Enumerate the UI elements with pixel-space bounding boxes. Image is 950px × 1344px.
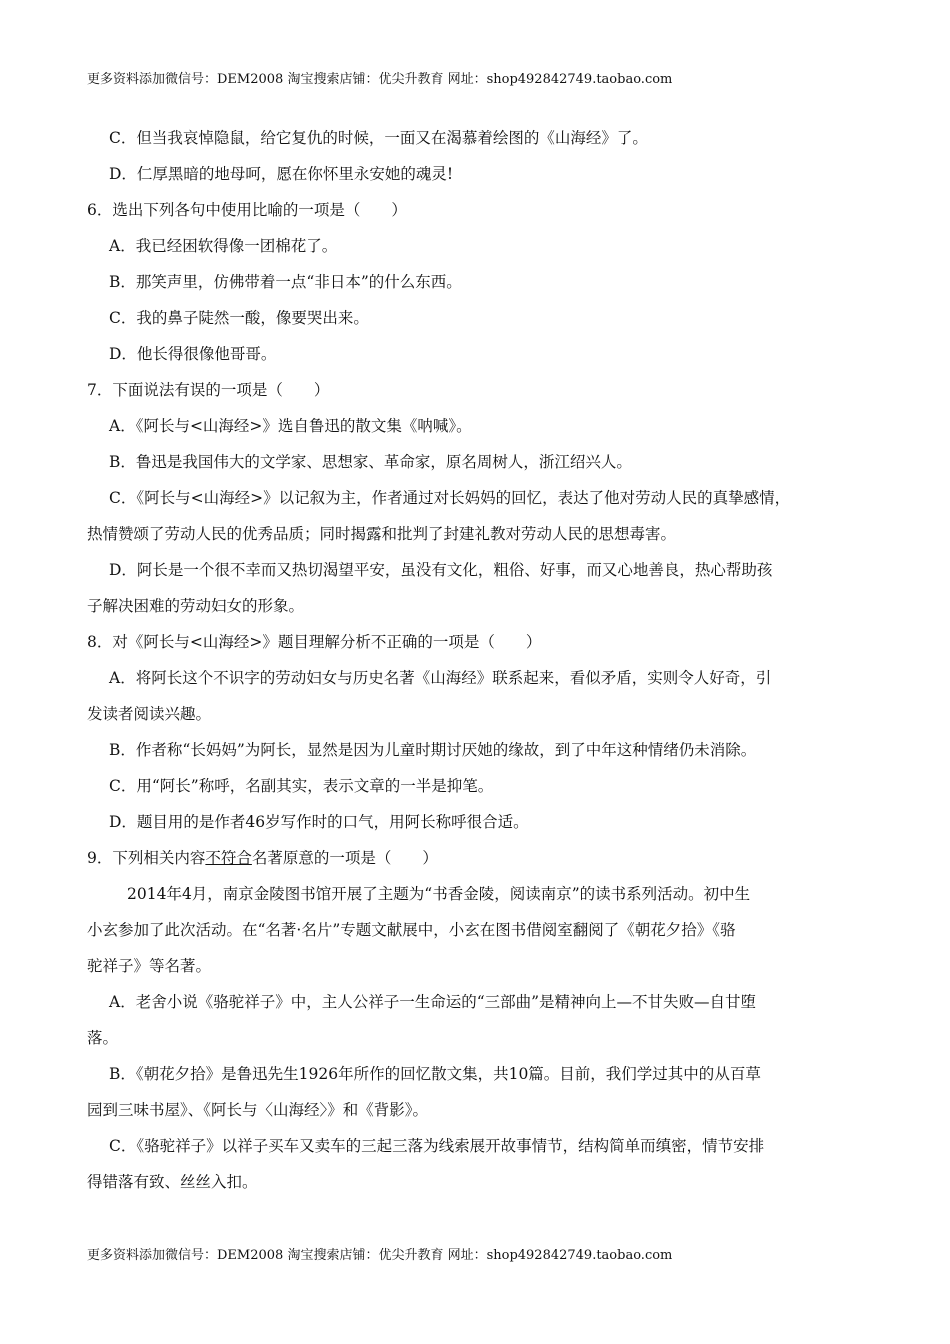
q9-stem-post: 名著原意的一项是（ ） (251, 849, 438, 867)
q9-option-b-line1: B．《朝花夕拾》是鲁迅先生1926年所作的回忆散文集，共10篇。目前，我们学过其中的从百草 (109, 1065, 761, 1083)
q7-option-d-line1: D．阿长是一个很不幸而又热切渴望平安，虽没有文化，粗俗、好事，而又心地善良，热心帮助孩 (109, 561, 773, 579)
page-footer: 更多资料添加微信号：DEM2008 淘宝搜索店铺：优尖升教育 网址：shop492842749.taobao.com (87, 1248, 673, 1263)
q7-option-a: A．《阿长与<山海经>》选自鲁迅的散文集《呐喊》。 (109, 417, 472, 435)
q9-option-b-line2: 园到三味书屋》、《阿长与〈山海经〉》和《背影》。 (87, 1101, 429, 1119)
q8-option-b: B．作者称“长妈妈”为阿长，显然是因为儿童时期讨厌她的缘故，到了中年这种情绪仍未消除。 (109, 741, 757, 759)
q6-option-a: A．我已经困软得像一团棉花了。 (109, 237, 338, 255)
q5-option-d: D．仁厚黑暗的地母呵，愿在你怀里永安她的魂灵! (109, 165, 454, 183)
q7-option-d-line2: 子解决困难的劳动妇女的形象。 (87, 597, 305, 615)
q8-option-a-line1: A．将阿长这个不识字的劳动妇女与历史名著《山海经》联系起来，看似矛盾，实则令人好奇，引 (109, 669, 772, 687)
page-header: 更多资料添加微信号：DEM2008 淘宝搜索店铺：优尖升教育 网址：shop492842749.taobao.com (87, 72, 673, 87)
q9-context-line1: 2014年4月，南京金陵图书馆开展了主题为“书香金陵，阅读南京”的读书系列活动。初中生 (127, 885, 751, 903)
q9-context-line2: 小玄参加了此次活动。在“名著·名片”专题文献展中，小玄在图书借阅室翻阅了《朝花夕拾》《骆 (87, 921, 736, 939)
q9-option-a-line2: 落。 (87, 1029, 119, 1047)
q9-stem (87, 840, 877, 876)
q9-option-a-line1: A．老舍小说《骆驼祥子》中，主人公祥子一生命运的“三部曲”是精神向上—不甘失败—自甘堕 (109, 993, 757, 1011)
q9-stem-underlined: 不符合 (205, 849, 252, 867)
q5-option-c: C．但当我哀悼隐鼠，给它复仇的时候，一面又在渴慕着绘图的《山海经》了。 (109, 129, 648, 147)
q8-option-a-line2: 发读者阅读兴趣。 (87, 705, 212, 723)
q9-stem-pre: 9．下列相关内容 (87, 849, 206, 867)
q8-stem: 8．对《阿长与<山海经>》题目理解分析不正确的一项是（ ） (87, 633, 542, 651)
q6-option-b: B．那笑声里，仿佛带着一点“非日本”的什么东西。 (109, 273, 462, 291)
q7-stem: 7．下面说法有误的一项是（ ） (87, 381, 330, 399)
q8-option-c: C．用“阿长”称呼，名副其实，表示文章的一半是抑笔。 (109, 777, 494, 795)
document-body (87, 120, 877, 1200)
q9-context-line3: 驼祥子》等名著。 (87, 957, 212, 975)
q7-option-c-line2: 热情赞颂了劳动人民的优秀品质；同时揭露和批判了封建礼教对劳动人民的思想毒害。 (87, 525, 677, 543)
q6-option-d: D．他长得很像他哥哥。 (109, 345, 277, 363)
q7-option-b: B．鲁迅是我国伟大的文学家、思想家、革命家，原名周树人，浙江绍兴人。 (109, 453, 632, 471)
q9-option-c-line2: 得错落有致、丝丝入扣。 (87, 1173, 258, 1191)
q7-option-c-line1: C．《阿长与<山海经>》以记叙为主，作者通过对长妈妈的回忆，表达了他对劳动人民的真挚感情， (109, 489, 791, 507)
q9-option-c-line1: C．《骆驼祥子》以祥子买车又卖车的三起三落为线索展开故事情节，结构简单而缜密，情节安排 (109, 1137, 765, 1155)
q6-option-c: C．我的鼻子陡然一酸，像要哭出来。 (109, 309, 369, 327)
q8-option-d: D．题目用的是作者46岁写作时的口气，用阿长称呼很合适。 (109, 813, 529, 831)
q6-stem: 6．选出下列各句中使用比喻的一项是（ ） (87, 201, 407, 219)
